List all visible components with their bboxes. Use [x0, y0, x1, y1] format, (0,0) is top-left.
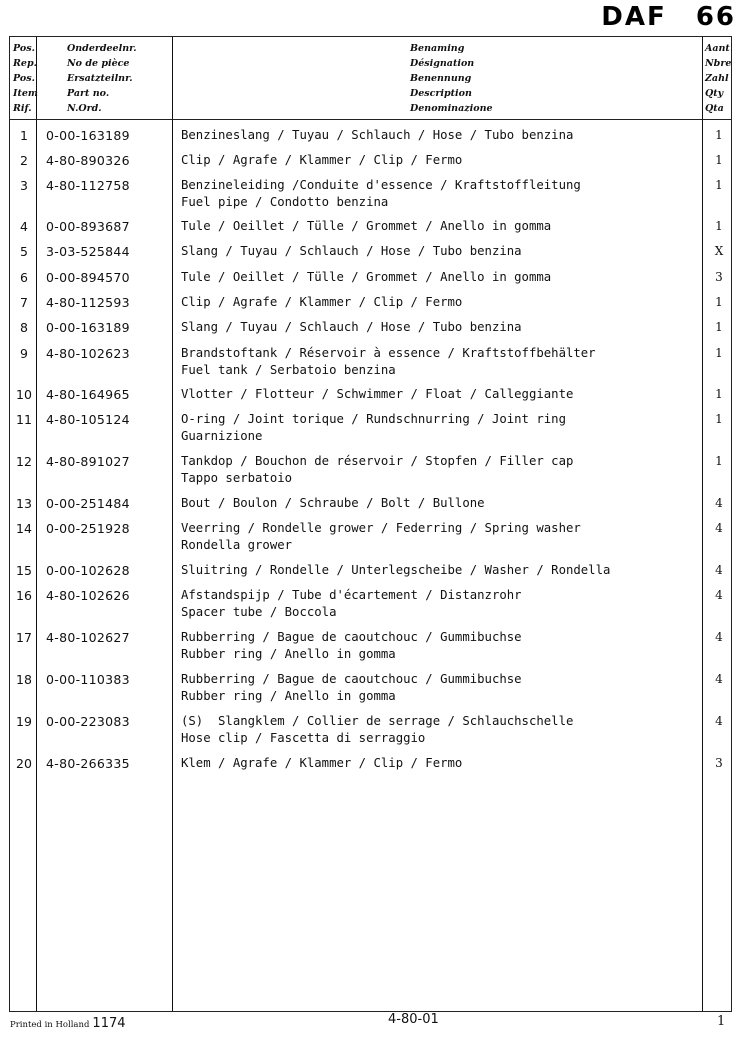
header-description — [410, 41, 493, 116]
row-description — [181, 495, 485, 512]
description-line: Clip / Agrafe / Klammer / Clip / Fermo — [181, 153, 463, 167]
column-divider — [172, 37, 173, 1011]
row-part-number: 4-80-102626 — [46, 588, 130, 603]
description-line: Klem / Agrafe / Klammer / Clip / Fermo — [181, 756, 463, 770]
description-line: Rubberring / Bague de caoutchouc / Gummibuchse — [181, 672, 522, 686]
header-part-no — [67, 41, 137, 116]
row-part-number: 4-80-112758 — [46, 178, 130, 193]
header-pos-label: Pos. — [13, 43, 35, 54]
row-part-number: 4-80-102627 — [46, 630, 130, 645]
description-line: Slang / Tuyau / Schlauch / Hose / Tubo benzina — [181, 244, 522, 258]
header-description-label: Description — [410, 88, 472, 99]
description-line: O-ring / Joint torique / Rundschnurring / Joint ring — [181, 412, 566, 426]
description-line: Vlotter / Flotteur / Schwimmer / Float / Calleggiante — [181, 387, 574, 401]
description-line: Afstandspijp / Tube d'écartement / Distanzrohr — [181, 588, 522, 602]
row-part-number: 3-03-525844 — [46, 244, 130, 259]
row-description — [181, 345, 596, 379]
header-qty-label: Aant — [705, 43, 730, 54]
header-part-label: Ersatzteilnr. — [67, 73, 133, 84]
description-line: Sluitring / Rondelle / Unterlegscheibe / Washer / Rondella — [181, 563, 611, 577]
row-description — [181, 453, 573, 487]
row-quantity: 1 — [715, 387, 723, 401]
row-description — [181, 152, 462, 169]
row-position: 3 — [20, 178, 28, 193]
row-quantity: 1 — [715, 346, 723, 360]
row-part-number: 4-80-105124 — [46, 412, 130, 427]
page-number: 1 — [717, 1014, 726, 1029]
description-line: Fuel tank / Serbatoio benzina — [181, 363, 396, 377]
row-quantity: 1 — [715, 412, 723, 426]
row-description — [181, 755, 462, 772]
row-quantity: 1 — [715, 454, 723, 468]
row-position: 20 — [16, 756, 32, 771]
section-number: 4-80-01 — [388, 1012, 439, 1027]
row-description — [181, 713, 573, 747]
row-part-number: 0-00-102628 — [46, 563, 130, 578]
row-quantity: 4 — [715, 588, 723, 602]
row-part-number: 0-00-110383 — [46, 672, 130, 687]
header-part-label: N.Ord. — [67, 103, 102, 114]
row-part-number: 4-80-164965 — [46, 387, 130, 402]
description-line: Rubber ring / Anello in gomma — [181, 647, 396, 661]
header-description-label: Benaming — [410, 43, 465, 54]
row-description — [181, 177, 581, 211]
description-line: Hose clip / Fascetta di serraggio — [181, 731, 426, 745]
row-position: 9 — [20, 346, 28, 361]
row-quantity: 4 — [715, 521, 723, 535]
row-quantity: 1 — [715, 320, 723, 334]
row-description — [181, 671, 522, 705]
description-line: Brandstoftank / Réservoir à essence / Kraftstoffbehälter — [181, 346, 596, 360]
row-quantity: 1 — [715, 128, 723, 142]
row-quantity: 4 — [715, 496, 723, 510]
header-part-label: Part no. — [67, 88, 110, 99]
row-part-number: 0-00-223083 — [46, 714, 130, 729]
row-part-number: 4-80-891027 — [46, 454, 130, 469]
row-description — [181, 218, 551, 235]
footer-printed — [10, 1016, 126, 1031]
row-description — [181, 562, 610, 579]
header-pos — [13, 41, 38, 116]
description-line: Rondella grower — [181, 538, 293, 552]
row-quantity: 1 — [715, 295, 723, 309]
row-position: 2 — [20, 153, 28, 168]
header-pos-label: Rif. — [13, 103, 32, 114]
header-pos-label: Item — [13, 88, 38, 99]
description-line: Veerring / Rondelle grower / Federring / Spring washer — [181, 521, 581, 535]
header-description-label: Désignation — [410, 58, 475, 69]
description-line: Tule / Oeillet / Tülle / Grommet / Anello in gomma — [181, 219, 552, 233]
row-position: 15 — [16, 563, 32, 578]
row-position: 14 — [16, 521, 32, 536]
header-qty-label: Nbre — [705, 58, 732, 69]
description-line: (S) Slangklem / Collier de serrage / Schlauchschelle — [181, 714, 574, 728]
header-description-label: Benennung — [410, 73, 472, 84]
row-position: 1 — [20, 128, 28, 143]
row-position: 6 — [20, 270, 28, 285]
row-description — [181, 127, 573, 144]
description-line: Benzineslang / Tuyau / Schlauch / Hose / Tubo benzina — [181, 128, 574, 142]
row-description — [181, 269, 551, 286]
row-part-number: 0-00-163189 — [46, 128, 130, 143]
row-quantity: 4 — [715, 563, 723, 577]
row-position: 5 — [20, 244, 28, 259]
description-line: Bout / Boulon / Schraube / Bolt / Bullone — [181, 496, 485, 510]
row-position: 18 — [16, 672, 32, 687]
row-position: 12 — [16, 454, 32, 469]
description-line: Tule / Oeillet / Tülle / Grommet / Anello in gomma — [181, 270, 552, 284]
row-description — [181, 319, 522, 336]
description-line: Fuel pipe / Condotto benzina — [181, 195, 389, 209]
header-qty-label: Qty — [705, 88, 724, 99]
header-pos-label: Rep. — [13, 58, 37, 69]
header-qty — [705, 41, 731, 116]
row-quantity: 4 — [715, 714, 723, 728]
column-divider — [702, 37, 703, 1011]
row-quantity: 1 — [715, 219, 723, 233]
row-quantity: 3 — [715, 270, 723, 284]
header-divider — [10, 119, 731, 120]
row-quantity: 4 — [715, 672, 723, 686]
print-code: 1174 — [92, 1016, 126, 1031]
row-position: 13 — [16, 496, 32, 511]
description-line: Slang / Tuyau / Schlauch / Hose / Tubo benzina — [181, 320, 522, 334]
header-part-label: No de pièce — [67, 58, 130, 69]
description-line: Spacer tube / Boccola — [181, 605, 337, 619]
row-quantity: 3 — [715, 756, 723, 770]
row-position: 8 — [20, 320, 28, 335]
row-part-number: 0-00-893687 — [46, 219, 130, 234]
description-line: Tappo serbatoio — [181, 471, 293, 485]
row-position: 4 — [20, 219, 28, 234]
header-description-label: Denominazione — [410, 103, 493, 114]
row-quantity: 4 — [715, 630, 723, 644]
printed-in-label: Printed in Holland — [10, 1020, 90, 1030]
row-part-number: 4-80-890326 — [46, 153, 130, 168]
row-description — [181, 520, 581, 554]
row-description — [181, 294, 462, 311]
row-description — [181, 629, 522, 663]
header-part-label: Onderdeelnr. — [67, 43, 137, 54]
description-line: Rubber ring / Anello in gomma — [181, 689, 396, 703]
row-position: 7 — [20, 295, 28, 310]
row-quantity: 1 — [715, 178, 723, 192]
row-position: 10 — [16, 387, 32, 402]
row-position: 11 — [16, 412, 32, 427]
row-part-number: 0-00-894570 — [46, 270, 130, 285]
brand-title: DAF 66 — [601, 2, 736, 32]
row-part-number: 0-00-251928 — [46, 521, 130, 536]
description-line: Benzineleiding /Conduite d'essence / Kraftstoffleitung — [181, 178, 581, 192]
row-part-number: 0-00-163189 — [46, 320, 130, 335]
description-line: Tankdop / Bouchon de réservoir / Stopfen / Filler cap — [181, 454, 574, 468]
header-pos-label: Pos. — [13, 73, 35, 84]
row-position: 19 — [16, 714, 32, 729]
description-line: Guarnizione — [181, 429, 263, 443]
row-part-number: 4-80-112593 — [46, 295, 130, 310]
row-part-number: 4-80-266335 — [46, 756, 130, 771]
description-line: Rubberring / Bague de caoutchouc / Gummibuchse — [181, 630, 522, 644]
row-description — [181, 411, 566, 445]
parts-table — [9, 36, 732, 1012]
row-description — [181, 587, 522, 621]
row-quantity: 1 — [715, 153, 723, 167]
row-part-number: 4-80-102623 — [46, 346, 130, 361]
header-qty-label: Zahl — [705, 73, 729, 84]
description-line: Clip / Agrafe / Klammer / Clip / Fermo — [181, 295, 463, 309]
row-position: 17 — [16, 630, 32, 645]
row-description — [181, 386, 573, 403]
row-description — [181, 243, 522, 260]
row-quantity: X — [714, 244, 724, 258]
header-qty-label: Qta — [705, 103, 724, 114]
row-position: 16 — [16, 588, 32, 603]
row-part-number: 0-00-251484 — [46, 496, 130, 511]
